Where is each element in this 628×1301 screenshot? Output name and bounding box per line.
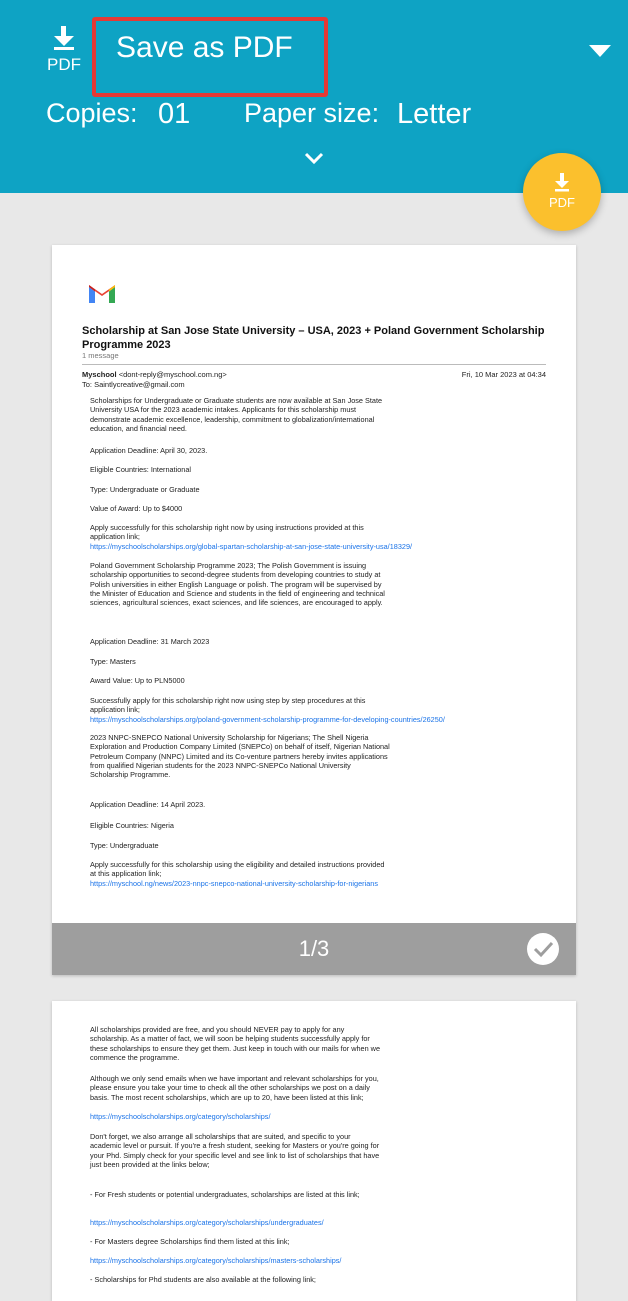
page-footer xyxy=(52,923,576,975)
masters-link[interactable]: https://myschoolscholarships.org/category/scholarships/masters-scholarships/ xyxy=(90,1256,342,1265)
sender xyxy=(82,370,227,379)
email-date: Fri, 10 Mar 2023 at 04:34 xyxy=(461,370,546,379)
dropdown-arrow-icon[interactable] xyxy=(589,45,611,57)
paragraph: Type: Masters xyxy=(90,657,136,666)
fab-label: PDF xyxy=(549,195,575,210)
paragraph: Eligible Countries: Nigeria xyxy=(90,821,174,830)
check-circle-icon[interactable] xyxy=(526,932,560,966)
paragraph: - For Masters degree Scholarships find them listed at this link; xyxy=(90,1237,290,1246)
paragraph: Application Deadline: April 30, 2023. xyxy=(90,446,208,455)
paragraph: 2023 NNPC-SNEPCO National University Scholarship for Nigerians; The Shell Nigeria Exploration and Production Company Limited (SNEPCo) on behalf of itself, Nigerian National Petroleum Company (NNPC) Limited and its Co-venture partners hereby invites applications from qualified Nigerian students for the 2023 NNPC-SNEPCo National University Scholarship Programme. xyxy=(90,733,390,780)
paragraph: Application Deadline: 14 April 2023. xyxy=(90,800,206,809)
undergraduates-link[interactable]: https://myschoolscholarships.org/category/scholarships/undergraduates/ xyxy=(90,1218,324,1227)
pdf-download-icon xyxy=(42,24,86,76)
chevron-down-icon[interactable] xyxy=(302,150,326,166)
message-count: 1 message xyxy=(82,351,119,360)
paragraph: All scholarships provided are free, and you should NEVER pay to apply for any scholarship. As a matter of fact, we will soon be helping students successfully apply for these scholarships to ensure they get them. Just keep in touch with our mails for when we commence the programme. xyxy=(90,1025,380,1062)
paragraph: Poland Government Scholarship Programme 2023; The Polish Government is issuing scholarship opportunities to second-degree students from developing countries to study at Polish universities in either English Language or polish. The program will be supervised by the Minister of Education and Science and students in the field of engineering and technical sciences, agricultural sciences, exact sciences, and life sciences, are encouraged to apply. xyxy=(90,561,385,608)
gmail-logo-icon xyxy=(88,283,116,305)
paragraph: Apply successfully for this scholarship using the eligibility and detailed instructions provided at this application link; xyxy=(90,860,385,879)
divider xyxy=(82,364,546,365)
pdf-icon-label: PDF xyxy=(47,55,81,74)
paper-size-label: Paper size: xyxy=(244,98,380,128)
printer-select[interactable]: Save as PDF xyxy=(116,31,293,64)
highlight-annotation-box xyxy=(92,17,328,97)
paragraph: Application Deadline: 31 March 2023 xyxy=(90,637,210,646)
paragraph: Apply successfully for this scholarship right now by using instructions provided at this application link; xyxy=(90,523,364,542)
copies-value[interactable]: 01 xyxy=(158,98,191,130)
paragraph: Don't forget, we also arrange all scholarships that are suited, and specific to your academic level or pursuit. If you're a fresh student, seeking for Masters or you're going for your Phd. Simply check for your specific level and see link to list of scholarships that have just been provided at the links below; xyxy=(90,1132,380,1169)
page-preview-2[interactable] xyxy=(52,1001,576,1301)
application-link[interactable]: https://myschoolscholarships.org/poland-government-scholarship-programme-for-developing-countries/26250/ xyxy=(90,715,445,724)
recipient: To: Saintlycreative@gmail.com xyxy=(82,380,185,389)
paragraph: Eligible Countries: International xyxy=(90,465,191,474)
application-link[interactable]: https://myschool.ng/news/2023-nnpc-snepco-national-university-scholarship-for-nigerians xyxy=(90,879,378,888)
sender-name: Myschool xyxy=(82,370,117,379)
paragraph: Award Value: Up to PLN5000 xyxy=(90,676,185,685)
application-link[interactable]: https://myschoolscholarships.org/global-spartan-scholarship-at-san-jose-state-university-usa/18329/ xyxy=(90,542,413,551)
email-subject: Scholarship at San Jose State University – USA, 2023 + Poland Government Scholarship Programme 2023 xyxy=(82,325,545,351)
paragraph: Scholarships for Undergraduate or Graduate students are now available at San Jose State University USA for the 2023 academic intakes. Applicants for this scholarship must demonstrate academic excellence, leadership, commitment to globalization/international education, and financial need. xyxy=(90,396,383,433)
paper-size-value[interactable]: Letter xyxy=(397,98,472,130)
paragraph: Value of Award: Up to $4000 xyxy=(90,504,183,513)
scholarships-link[interactable]: https://myschoolscholarships.org/category/scholarships/ xyxy=(90,1112,271,1121)
paragraph: - Scholarships for Phd students are also available at the following link; xyxy=(90,1275,316,1284)
page-indicator: 1/3 xyxy=(298,936,330,961)
sender-email: <dont-reply@myschool.com.ng> xyxy=(118,370,227,379)
copies-label: Copies: xyxy=(46,98,138,128)
paragraph: - For Fresh students or potential undergraduates, scholarships are listed at this link; xyxy=(90,1190,360,1199)
paragraph: Type: Undergraduate xyxy=(90,841,159,850)
page-preview-1[interactable] xyxy=(52,245,576,975)
paragraph: Successfully apply for this scholarship right now using step by step procedures at this application link; xyxy=(90,696,366,715)
download-pdf-button[interactable] xyxy=(523,153,601,231)
paragraph: Type: Undergraduate or Graduate xyxy=(90,485,200,494)
download-pdf-icon xyxy=(545,171,579,213)
paragraph: Although we only send emails when we have important and relevant scholarships for you, please ensure you take your time to check all the other scholarships we post on a daily basis. The most recent scholarships, which are up to 20, have been listed at this link; xyxy=(90,1074,379,1102)
